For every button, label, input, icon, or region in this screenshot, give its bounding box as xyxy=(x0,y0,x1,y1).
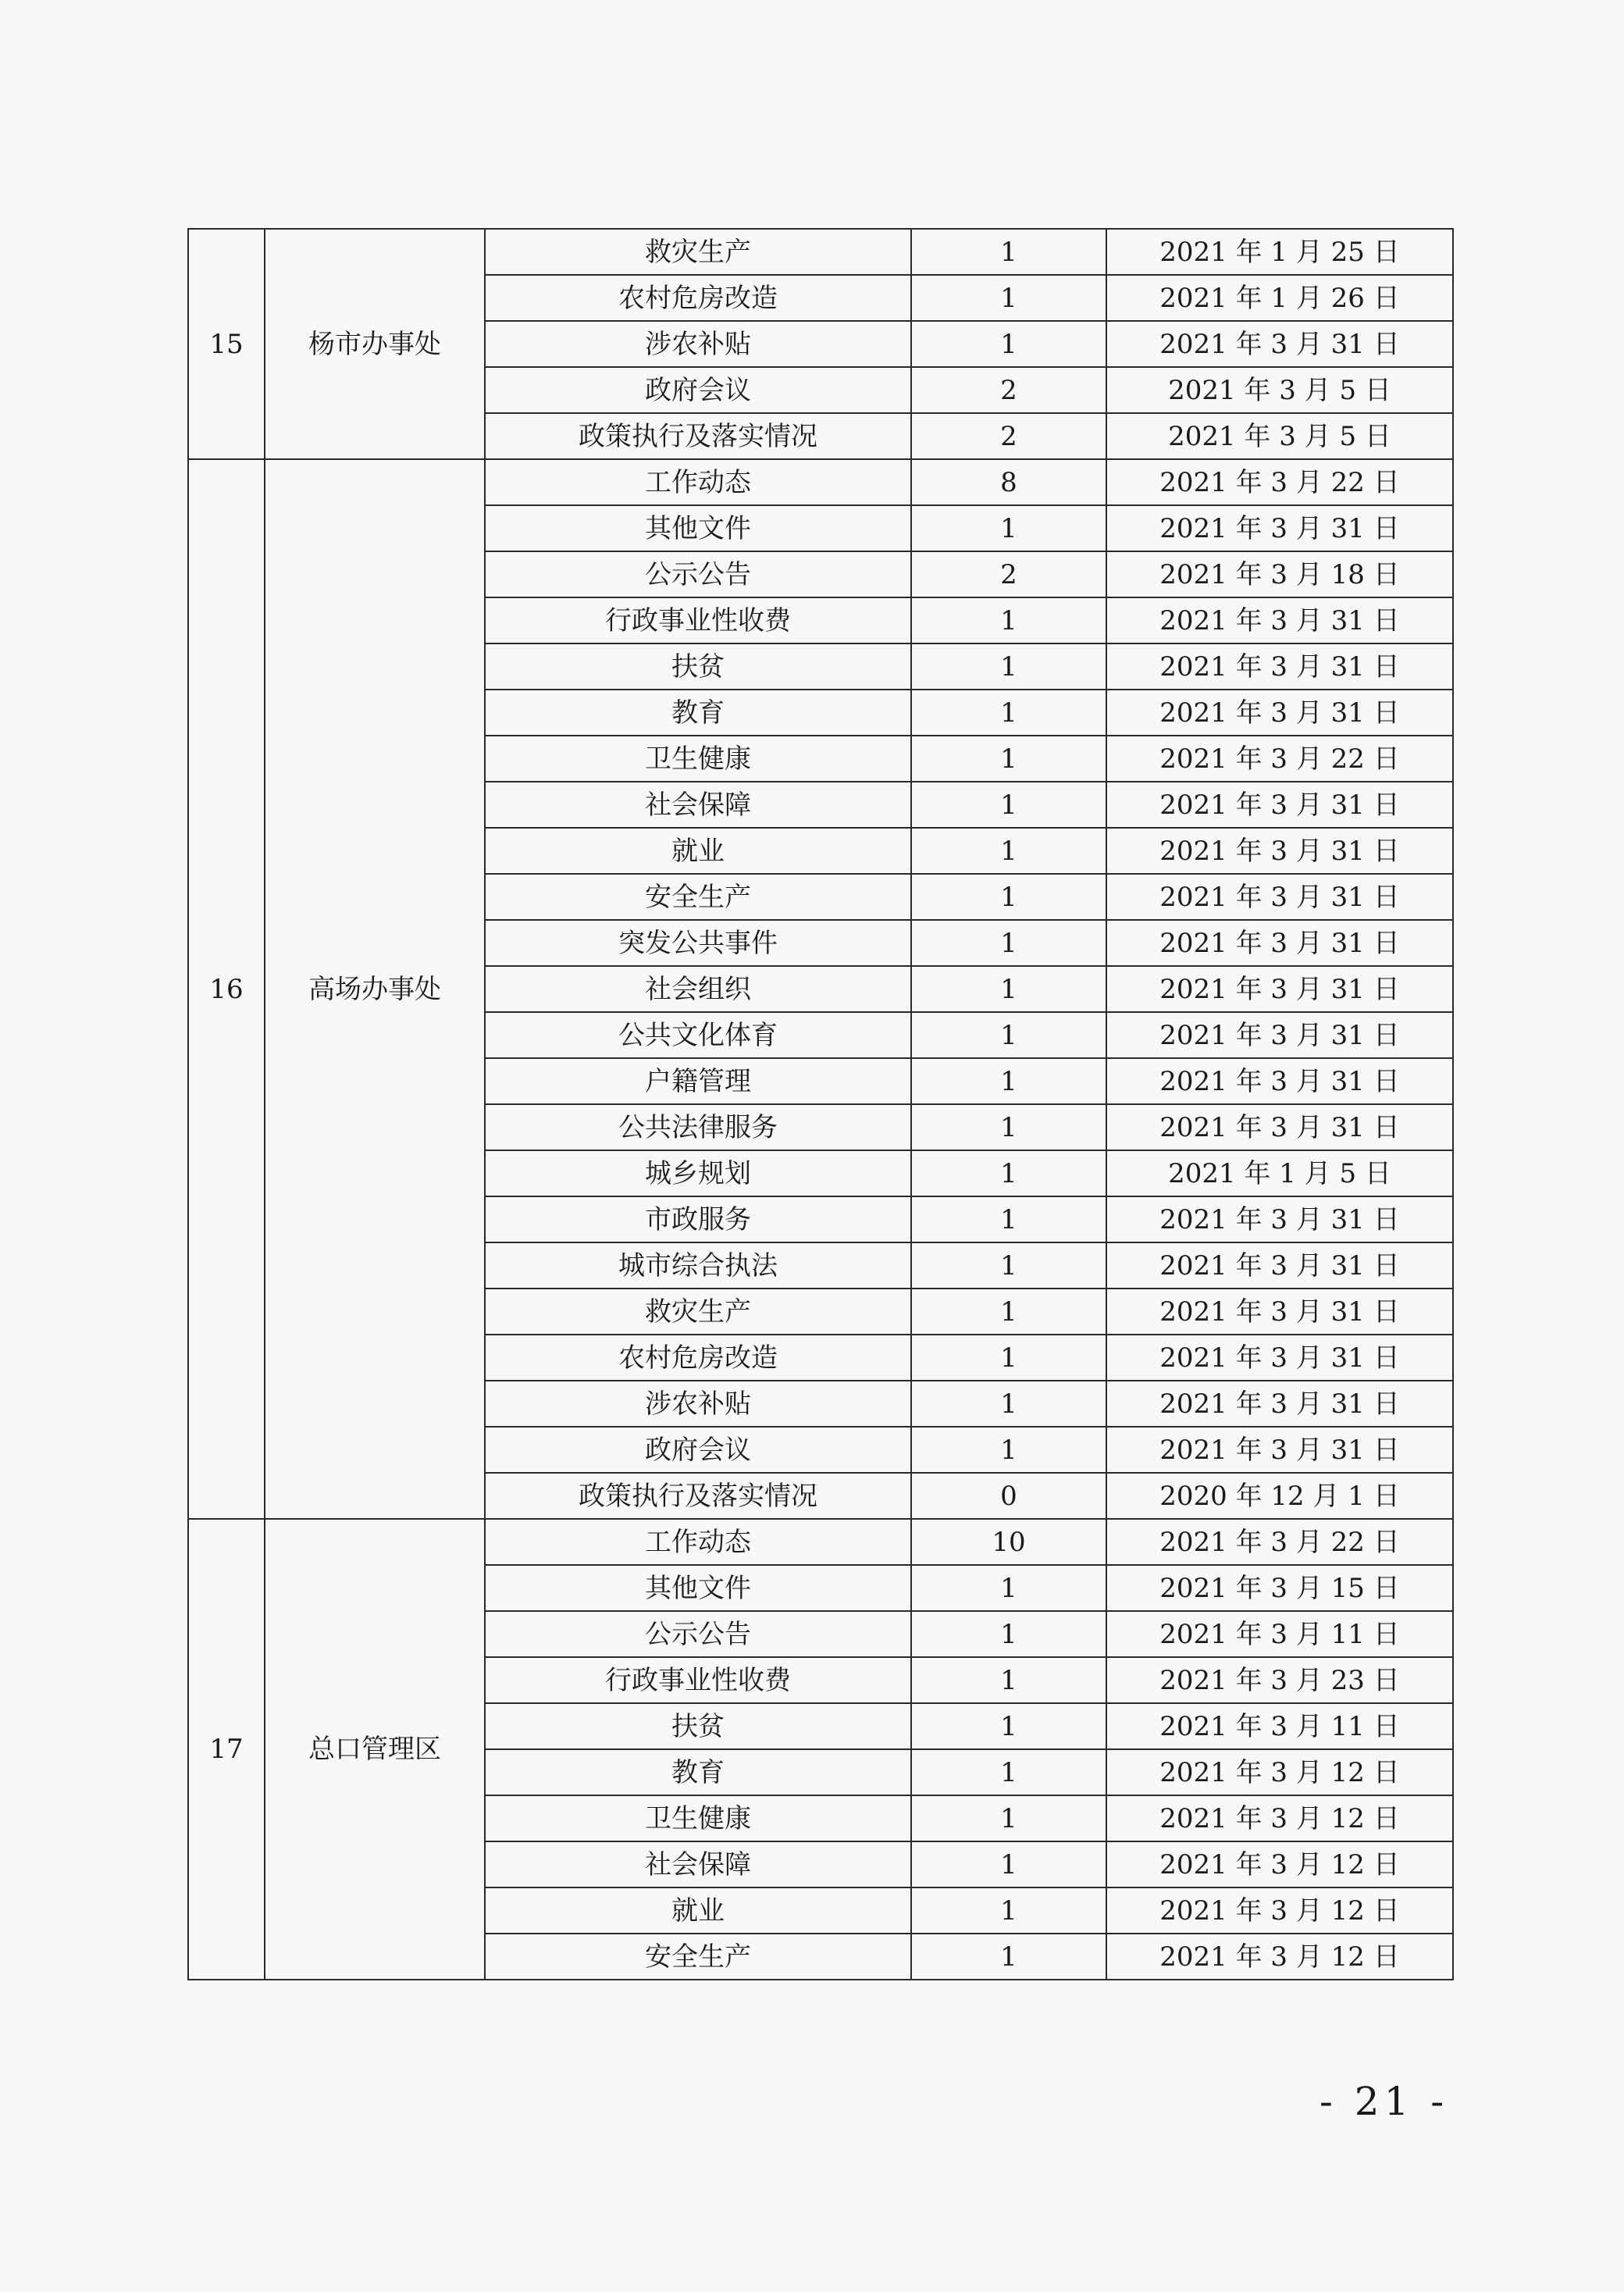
count-cell: 2 xyxy=(911,367,1106,413)
category-cell: 其他文件 xyxy=(485,1565,911,1611)
date-cell: 2021 年 3 月 12 日 xyxy=(1106,1887,1453,1934)
count-cell: 1 xyxy=(911,1887,1106,1934)
category-cell: 教育 xyxy=(485,1749,911,1795)
date-cell: 2020 年 12 月 1 日 xyxy=(1106,1473,1453,1519)
category-cell: 城市综合执法 xyxy=(485,1242,911,1289)
category-cell: 行政事业性收费 xyxy=(485,1657,911,1703)
count-cell: 1 xyxy=(911,1381,1106,1427)
page-number: - 21 - xyxy=(1320,2079,1449,2124)
group-number-cell: 15 xyxy=(188,229,265,459)
date-cell: 2021 年 3 月 31 日 xyxy=(1106,505,1453,551)
count-cell: 1 xyxy=(911,1335,1106,1381)
count-cell: 1 xyxy=(911,1427,1106,1473)
group-number-cell: 16 xyxy=(188,459,265,1519)
category-cell: 公共文化体育 xyxy=(485,1012,911,1058)
date-cell: 2021 年 3 月 31 日 xyxy=(1106,1381,1453,1427)
count-cell: 1 xyxy=(911,1934,1106,1980)
group-number-cell: 17 xyxy=(188,1519,265,1980)
category-cell: 安全生产 xyxy=(485,874,911,920)
date-cell: 2021 年 3 月 31 日 xyxy=(1106,321,1453,367)
category-cell: 农村危房改造 xyxy=(485,275,911,321)
category-cell: 工作动态 xyxy=(485,459,911,505)
date-cell: 2021 年 3 月 31 日 xyxy=(1106,920,1453,966)
count-cell: 1 xyxy=(911,920,1106,966)
category-cell: 农村危房改造 xyxy=(485,1335,911,1381)
count-cell: 1 xyxy=(911,505,1106,551)
date-cell: 2021 年 3 月 31 日 xyxy=(1106,874,1453,920)
date-cell: 2021 年 3 月 31 日 xyxy=(1106,1196,1453,1242)
date-cell: 2021 年 3 月 12 日 xyxy=(1106,1795,1453,1841)
count-cell: 1 xyxy=(911,1703,1106,1749)
category-cell: 就业 xyxy=(485,1887,911,1934)
count-cell: 1 xyxy=(911,1611,1106,1657)
date-cell: 2021 年 3 月 12 日 xyxy=(1106,1841,1453,1887)
category-cell: 政策执行及落实情况 xyxy=(485,1473,911,1519)
date-cell: 2021 年 1 月 26 日 xyxy=(1106,275,1453,321)
date-cell: 2021 年 3 月 31 日 xyxy=(1106,597,1453,643)
category-cell: 公共法律服务 xyxy=(485,1104,911,1150)
date-cell: 2021 年 3 月 11 日 xyxy=(1106,1703,1453,1749)
date-cell: 2021 年 3 月 31 日 xyxy=(1106,1335,1453,1381)
category-cell: 公示公告 xyxy=(485,551,911,597)
table-body xyxy=(188,229,1453,1980)
category-cell: 教育 xyxy=(485,690,911,736)
date-cell: 2021 年 3 月 22 日 xyxy=(1106,459,1453,505)
date-cell: 2021 年 3 月 18 日 xyxy=(1106,551,1453,597)
category-cell: 救灾生产 xyxy=(485,229,911,275)
count-cell: 1 xyxy=(911,1242,1106,1289)
category-cell: 其他文件 xyxy=(485,505,911,551)
date-cell: 2021 年 3 月 31 日 xyxy=(1106,966,1453,1012)
count-cell: 1 xyxy=(911,828,1106,874)
count-cell: 8 xyxy=(911,459,1106,505)
count-cell: 2 xyxy=(911,413,1106,459)
category-cell: 城乡规划 xyxy=(485,1150,911,1196)
category-cell: 卫生健康 xyxy=(485,1795,911,1841)
category-cell: 户籍管理 xyxy=(485,1058,911,1104)
count-cell: 1 xyxy=(911,782,1106,828)
date-cell: 2021 年 3 月 12 日 xyxy=(1106,1749,1453,1795)
count-cell: 2 xyxy=(911,551,1106,597)
unit-name-cell: 杨市办事处 xyxy=(265,229,485,459)
category-cell: 公示公告 xyxy=(485,1611,911,1657)
date-cell: 2021 年 3 月 31 日 xyxy=(1106,643,1453,690)
count-cell: 1 xyxy=(911,1150,1106,1196)
date-cell: 2021 年 1 月 25 日 xyxy=(1106,229,1453,275)
table-row xyxy=(188,1519,1453,1565)
category-cell: 工作动态 xyxy=(485,1519,911,1565)
category-cell: 卫生健康 xyxy=(485,736,911,782)
table-row xyxy=(188,459,1453,505)
category-cell: 安全生产 xyxy=(485,1934,911,1980)
count-cell: 1 xyxy=(911,1841,1106,1887)
category-cell: 社会组织 xyxy=(485,966,911,1012)
date-cell: 2021 年 3 月 5 日 xyxy=(1106,413,1453,459)
date-cell: 2021 年 3 月 31 日 xyxy=(1106,1012,1453,1058)
unit-name-cell: 高场办事处 xyxy=(265,459,485,1519)
count-cell: 1 xyxy=(911,1795,1106,1841)
category-cell: 政策执行及落实情况 xyxy=(485,413,911,459)
date-cell: 2021 年 3 月 31 日 xyxy=(1106,690,1453,736)
unit-name-cell: 总口管理区 xyxy=(265,1519,485,1980)
date-cell: 2021 年 3 月 31 日 xyxy=(1106,1104,1453,1150)
date-cell: 2021 年 3 月 31 日 xyxy=(1106,828,1453,874)
count-cell: 1 xyxy=(911,643,1106,690)
category-cell: 政府会议 xyxy=(485,367,911,413)
date-cell: 2021 年 3 月 11 日 xyxy=(1106,1611,1453,1657)
table-row xyxy=(188,229,1453,275)
category-cell: 扶贫 xyxy=(485,643,911,690)
count-cell: 1 xyxy=(911,690,1106,736)
category-cell: 行政事业性收费 xyxy=(485,597,911,643)
date-cell: 2021 年 3 月 31 日 xyxy=(1106,1058,1453,1104)
date-cell: 2021 年 3 月 15 日 xyxy=(1106,1565,1453,1611)
category-cell: 市政服务 xyxy=(485,1196,911,1242)
category-cell: 社会保障 xyxy=(485,782,911,828)
count-cell: 1 xyxy=(911,1289,1106,1335)
count-cell: 1 xyxy=(911,1565,1106,1611)
count-cell: 1 xyxy=(911,1657,1106,1703)
count-cell: 1 xyxy=(911,321,1106,367)
count-cell: 1 xyxy=(911,736,1106,782)
category-cell: 救灾生产 xyxy=(485,1289,911,1335)
category-cell: 社会保障 xyxy=(485,1841,911,1887)
category-cell: 政府会议 xyxy=(485,1427,911,1473)
count-cell: 10 xyxy=(911,1519,1106,1565)
date-cell: 2021 年 3 月 31 日 xyxy=(1106,1427,1453,1473)
count-cell: 1 xyxy=(911,1196,1106,1242)
category-cell: 涉农补贴 xyxy=(485,1381,911,1427)
date-cell: 2021 年 3 月 22 日 xyxy=(1106,1519,1453,1565)
count-cell: 0 xyxy=(911,1473,1106,1519)
count-cell: 1 xyxy=(911,1749,1106,1795)
category-cell: 涉农补贴 xyxy=(485,321,911,367)
date-cell: 2021 年 3 月 31 日 xyxy=(1106,1289,1453,1335)
count-cell: 1 xyxy=(911,874,1106,920)
count-cell: 1 xyxy=(911,597,1106,643)
date-cell: 2021 年 1 月 5 日 xyxy=(1106,1150,1453,1196)
date-cell: 2021 年 3 月 5 日 xyxy=(1106,367,1453,413)
disclosure-table xyxy=(187,228,1454,1980)
count-cell: 1 xyxy=(911,966,1106,1012)
date-cell: 2021 年 3 月 31 日 xyxy=(1106,782,1453,828)
date-cell: 2021 年 3 月 31 日 xyxy=(1106,1242,1453,1289)
category-cell: 就业 xyxy=(485,828,911,874)
date-cell: 2021 年 3 月 12 日 xyxy=(1106,1934,1453,1980)
count-cell: 1 xyxy=(911,275,1106,321)
date-cell: 2021 年 3 月 23 日 xyxy=(1106,1657,1453,1703)
count-cell: 1 xyxy=(911,1058,1106,1104)
category-cell: 突发公共事件 xyxy=(485,920,911,966)
date-cell: 2021 年 3 月 22 日 xyxy=(1106,736,1453,782)
count-cell: 1 xyxy=(911,229,1106,275)
count-cell: 1 xyxy=(911,1104,1106,1150)
count-cell: 1 xyxy=(911,1012,1106,1058)
category-cell: 扶贫 xyxy=(485,1703,911,1749)
